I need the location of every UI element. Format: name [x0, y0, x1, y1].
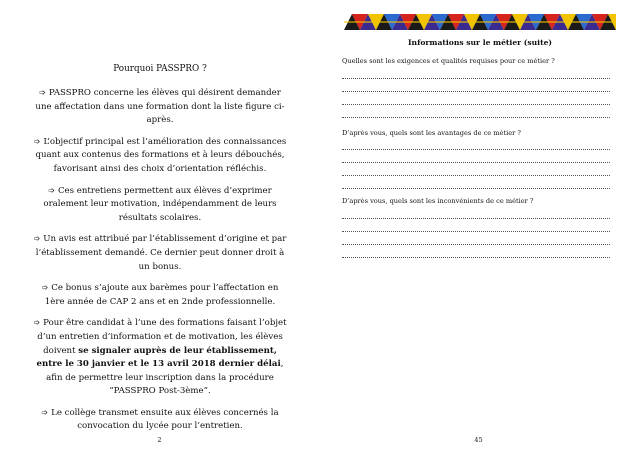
decorative-band: [344, 14, 616, 30]
answer-line[interactable]: [342, 257, 610, 258]
arrow-right-icon: ➩: [41, 407, 49, 417]
answer-line[interactable]: [342, 244, 610, 245]
left-page-title: Pourquoi PASSPRO ?: [113, 64, 207, 74]
paragraph-text: Pour être candidat à l’une des formations faisant l’objet d’un entretien d’information et de motivation, les élèves doivent: [37, 318, 287, 356]
arrow-right-icon: ➩: [33, 318, 41, 328]
arrow-right-icon: ➩: [39, 88, 46, 97]
arrow-right-icon: ➩: [48, 185, 55, 195]
decorative-band-graphic: [344, 14, 616, 30]
page-number-right: 45: [474, 436, 483, 444]
paragraph-text: Le collège transmet ensuite aux élèves concernés la convocation du lycée pour l’entretien.: [51, 407, 279, 432]
paragraph: [32, 135, 288, 177]
question-requirements: Quelles sont les exigences et qualités requises pour ce métier ?: [342, 57, 555, 65]
paragraph: [32, 316, 288, 399]
answer-line[interactable]: [342, 91, 610, 92]
answer-line[interactable]: [342, 149, 610, 150]
answer-line[interactable]: [342, 231, 610, 232]
paragraph: [32, 281, 288, 309]
question-disadvantages: D’après vous, quels sont les inconvénients de ce métier ?: [342, 197, 534, 205]
paragraph: [32, 86, 288, 128]
arrow-right-icon: ➩: [33, 234, 41, 244]
paragraph-text: , afin de permettre leur inscription dans la procédure “PASSPRO Post-3ème”.: [46, 359, 284, 397]
band-stripe: [344, 21, 616, 23]
paragraph: [32, 406, 288, 434]
paragraph-text: Un avis est attribué par l’établissement d’origine et par l’établissement demandé. Ce dernier peut donner droit à un bonus.: [35, 234, 287, 272]
paragraph-text: Ces entretiens permettent aux élèves d’exprimer oralement leur motivation, indépendamment de leurs résultats scolaires.: [43, 185, 277, 223]
answer-line[interactable]: [342, 218, 610, 219]
arrow-right-icon: ➩: [33, 136, 41, 146]
left-page-body: [32, 86, 288, 441]
answer-line[interactable]: [342, 117, 610, 118]
paragraph-text: L’objectif principal est l’amélioration des connaissances quant aux contenus des formations et à leurs débouchés, favorisant ainsi des choix d’orientation réfléchis.: [35, 136, 287, 174]
deadline-text: se signaler auprès de leur établissement, entre le 30 janvier et le 13 avril 2018 dernier délai: [36, 345, 281, 370]
paragraph: [32, 232, 288, 274]
paragraph: [32, 184, 288, 226]
answer-line[interactable]: [342, 175, 610, 176]
paragraph-text: PASSPRO concerne les élèves qui désirent demander une affectation dans une formation dont la liste figure ci-après.: [35, 88, 285, 126]
arrow-right-icon: ➩: [41, 283, 49, 293]
answer-line[interactable]: [342, 78, 610, 79]
answer-line[interactable]: [342, 188, 610, 189]
question-advantages: D’après vous, quels sont les avantages de ce métier ?: [342, 129, 521, 137]
right-page-title: Informations sur le métier (suite): [408, 38, 552, 47]
paragraph-text: Ce bonus s’ajoute aux barèmes pour l’affectation en 1ère année de CAP 2 ans et en 2nde professionnelle.: [44, 283, 279, 307]
page-number-left: 2: [157, 436, 162, 444]
answer-line[interactable]: [342, 162, 610, 163]
answer-line[interactable]: [342, 104, 610, 105]
